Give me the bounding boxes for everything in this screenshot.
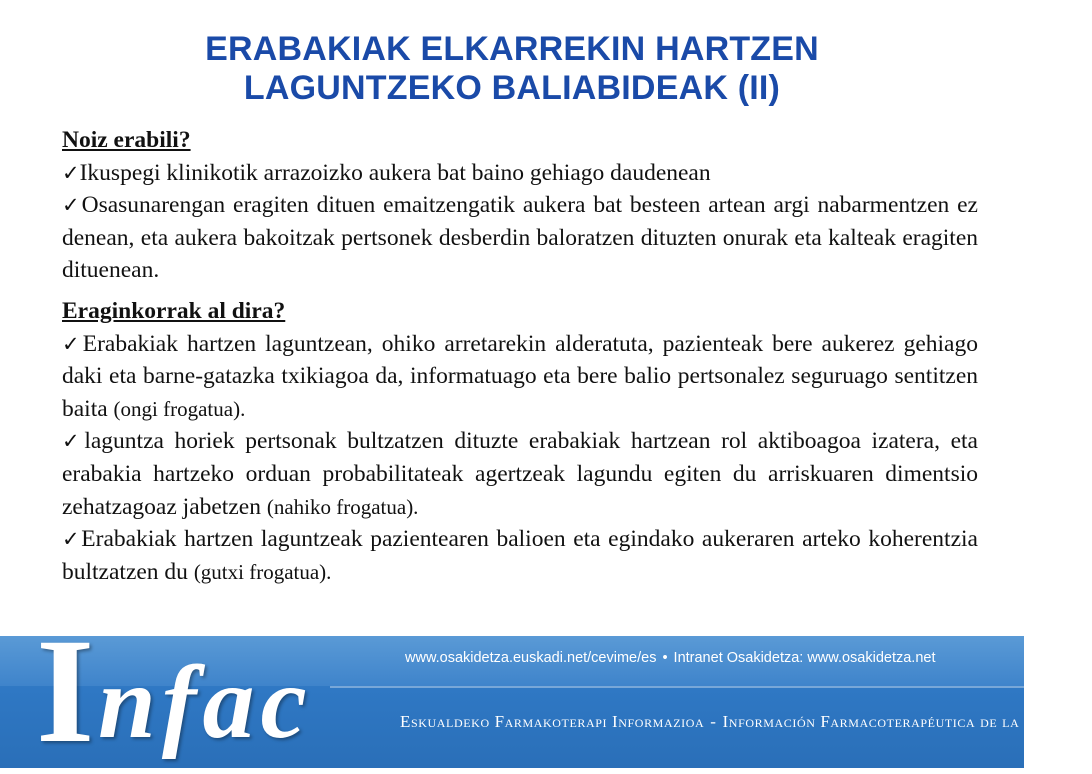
slide-title-line-1: ERABAKIAK ELKARREKIN HARTZEN	[205, 30, 819, 68]
slide-content	[62, 124, 978, 588]
footer-link-intranet[interactable]: Intranet Osakidetza: www.osakidetza.net	[673, 650, 936, 666]
bullet-text: Ikuspegi klinikotik arrazoizko aukera bat baino gehiago daudenean	[79, 159, 711, 186]
bullet-item	[62, 328, 978, 426]
bullet-item	[62, 425, 978, 523]
footer-org-separator: -	[710, 712, 717, 731]
section-heading-effective: Eraginkorrak al dira?	[62, 297, 286, 324]
checkmark-icon: ✓	[62, 160, 80, 185]
evidence-note: (gutxi frogatua).	[193, 559, 332, 584]
evidence-note: (nahiko frogatua).	[266, 494, 419, 519]
checkmark-icon: ✓	[62, 527, 82, 552]
bullet-item	[62, 523, 978, 588]
bullet-item	[62, 189, 978, 287]
slide-title	[0, 30, 1024, 108]
checkmark-icon: ✓	[62, 331, 83, 356]
bullet-item	[62, 157, 978, 190]
bullet-text: Erabakiak hartzen laguntzeak pazientearen balioen eta egindako aukeraren arteko koherentzia bultzatzen du	[62, 526, 978, 585]
footer-org-spanish: Información Farmacoterapéutica de la Comarca	[722, 712, 1092, 731]
evidence-note: (ongi frogatua).	[113, 396, 246, 421]
footer-divider	[330, 686, 1024, 688]
bullet-text: laguntza horiek pertsonak bultzatzen dituzte erabakiak hartzean rol aktiboagoa izatera, eta erabakia hartzeko orduan probabilitateak agertzeak lagundu egiten du arriskuaren dimentsio zehatzagoaz jabetzen	[62, 428, 978, 520]
footer-org-basque: Eskualdeko Farmakoterapi Informazioa	[400, 712, 705, 731]
footer-link-cevime[interactable]: www.osakidetza.euskadi.net/cevime/es	[405, 650, 657, 666]
slide-title-line-2: LAGUNTZEKO BALIABIDEAK (II)	[243, 69, 781, 107]
logo-initial: I	[36, 608, 95, 774]
section-heading-when: Noiz erabili?	[62, 127, 191, 153]
bullet-text: Osasunarengan eragiten dituen emaitzengatik aukera bat besteen artean argi nabarmentzen ez denean, eta aukera bakoitzak pertsonek desberdin baloratzen dituzten onurak eta kalteak eragiten dituenean.	[62, 192, 978, 284]
footer-organization	[400, 712, 1092, 732]
checkmark-icon: ✓	[62, 193, 82, 218]
footer-links	[405, 650, 936, 666]
footer-link-separator: •	[662, 650, 668, 666]
logo-text: nfac	[98, 645, 313, 760]
checkmark-icon: ✓	[62, 429, 85, 454]
bullet-text: Erabakiak hartzen laguntzean, ohiko arretarekin alderatuta, pazienteak bere aukerez gehiago daki eta barne-gatazka txikiagoa da, informatuago eta bere balio pertsonalez seguruago sentitzen baita	[62, 330, 978, 422]
